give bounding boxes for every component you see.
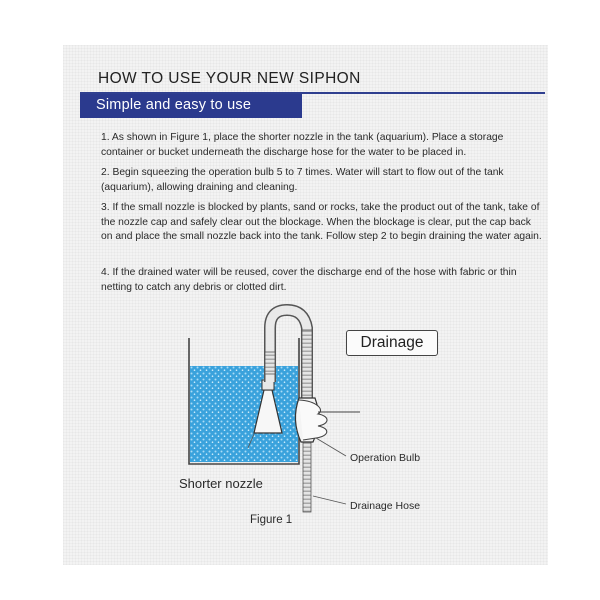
page-title: HOW TO USE YOUR NEW SIPHON — [98, 70, 361, 87]
subtitle: Simple and easy to use — [96, 97, 252, 113]
bulb-pointer — [316, 438, 346, 456]
hand-icon — [299, 400, 327, 440]
shorter-nozzle-label: Shorter nozzle — [179, 476, 263, 491]
operation-bulb-label: Operation Bulb — [350, 452, 421, 464]
instruction-step-1: 1. As shown in Figure 1, place the shorter nozzle in the tank (aquarium). Place a storage container or bucket underneath the discharge hose for the water to be placed in. — [101, 132, 504, 158]
hose-pointer — [313, 496, 346, 504]
figure-caption: Figure 1 — [250, 514, 293, 526]
operation-bulb — [295, 398, 360, 442]
instruction-step-2: 2. Begin squeezing the operation bulb 5 to 7 times. Water will start to flow out of the tank (aquarium), allowing draining and cleaning. — [101, 167, 504, 193]
instruction-step-4: 4. If the drained water will be reused, cover the discharge end of the hose with fabric or thin netting to catch any debris or clotted dirt. — [101, 267, 517, 293]
aquarium-tank — [189, 338, 299, 464]
instruction-step-3: 3. If the small nozzle is blocked by plants, sand or rocks, take the product out of the tank, take of the nozzle cap and safely clear out the blockage. When the blockage is clear, put the cap back on and place the small nozzle back into the tank. Follow step 2 to begin draining the water again. — [101, 202, 542, 242]
drainage-hose-label: Drainage Hose — [350, 500, 421, 512]
drainage-label-box: Drainage — [346, 330, 438, 356]
